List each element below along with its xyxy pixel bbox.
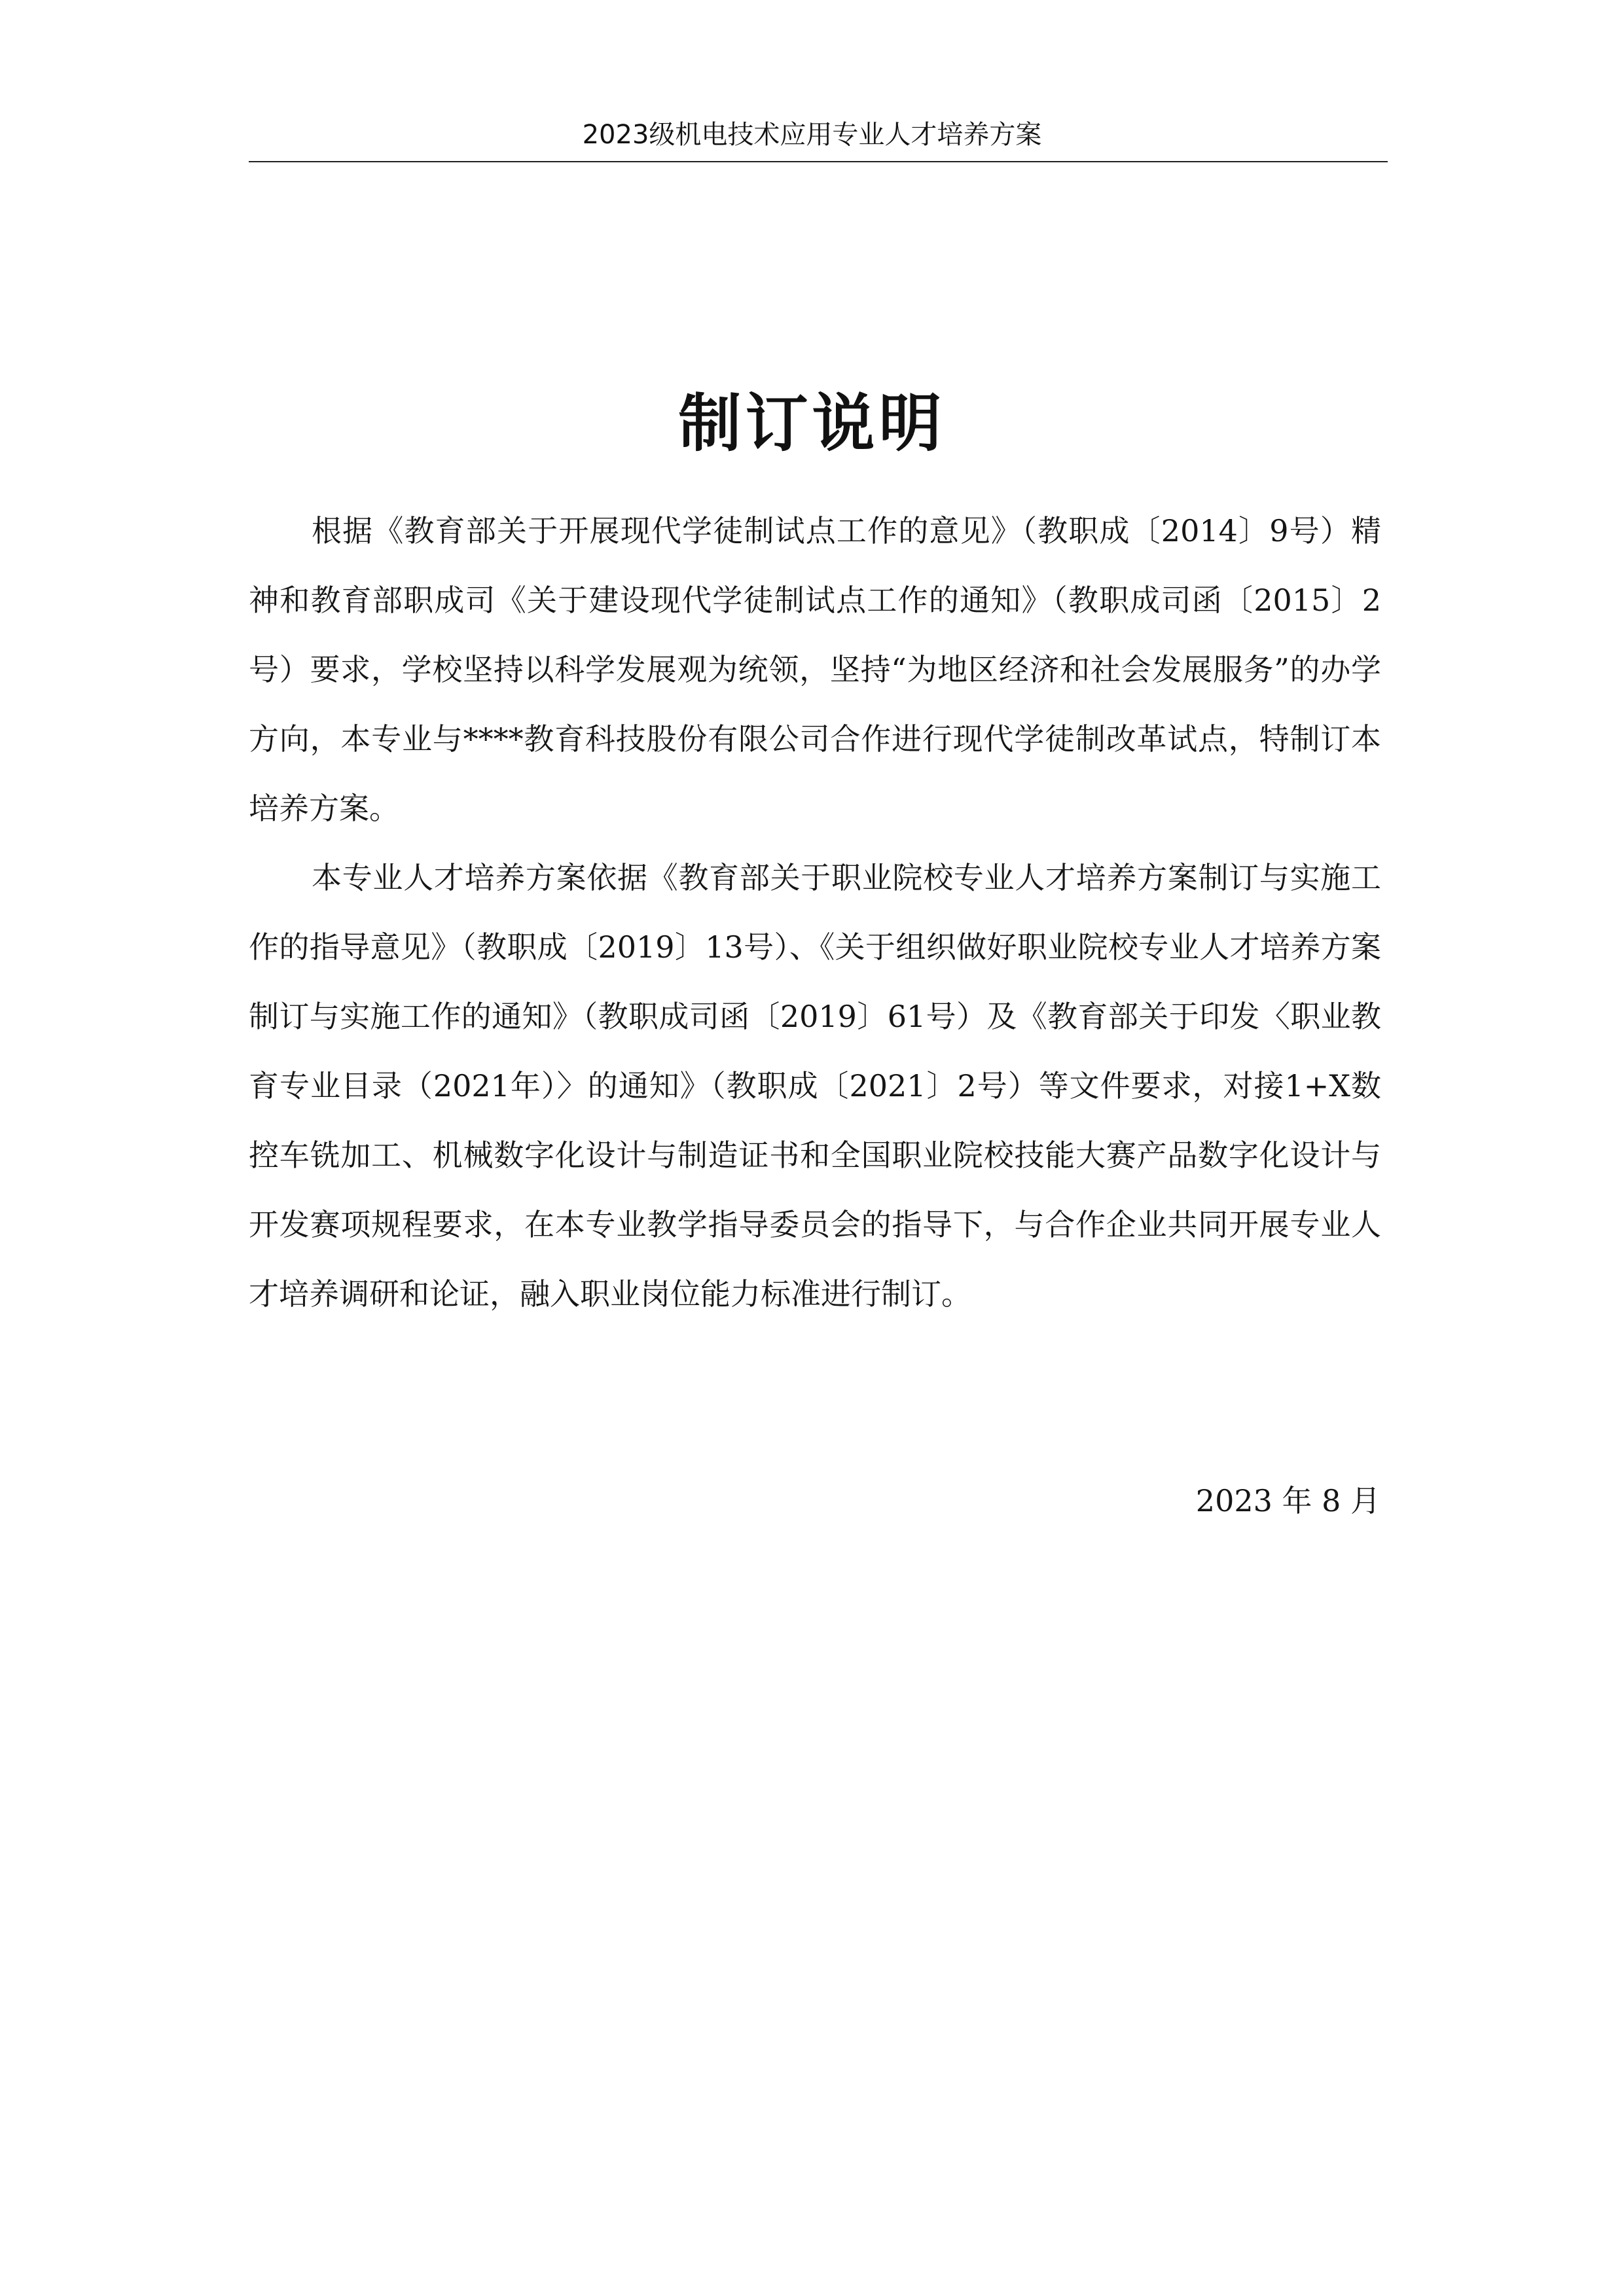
running-header: 2023级机电技术应用专业人才培养方案 (582, 120, 1042, 150)
paragraph-standards: 本专业人才培养方案依据《教育部关于职业院校专业人才培养方案制订与实施工作的指导意见》（教职成〔2019〕13号）、《关于组织做好职业院校专业人才培养方案制订与实施工作的通知》（教职成司函〔2019〕61号）及《教育部关于印发〈职业教育专业目录（2021年）〉的通知》（教职成〔2021〕2号）等文件要求，对接1+X数控车铣加工、机械数字化设计与制造证书和全国职业院校技能大赛产品数字化设计与开发赛项规程要求，在本专业教学指导委员会的指导下，与合作企业共同开展专业人才培养调研和论证，融入职业岗位能力标准进行制订。 (249, 860, 1381, 1312)
header-divider (249, 161, 1388, 162)
document-date: 2023 年 8 月 (1195, 1483, 1380, 1518)
body-text (249, 496, 1381, 1329)
page-title: 制订说明 (678, 387, 946, 461)
paragraph-basis: 根据《教育部关于开展现代学徒制试点工作的意见》（教职成〔2014〕9号）精神和教育部职成司《关于建设现代学徒制试点工作的通知》（教职成司函〔2015〕2号）要求，学校坚持以科学发展观为统领，坚持“为地区经济和社会发展服务”的办学方向，本专业与****教育科技股份有限公司合作进行现代学徒制改革试点，特制订本培养方案。 (249, 513, 1381, 826)
